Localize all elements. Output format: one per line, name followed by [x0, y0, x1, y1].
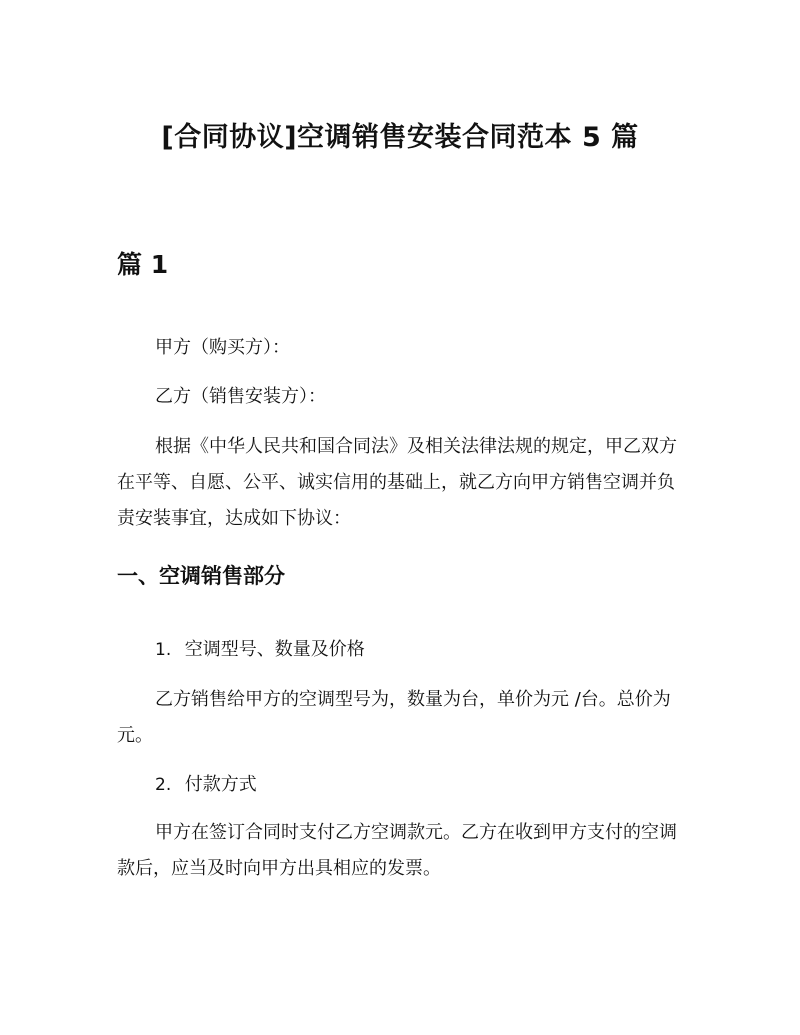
item-2-paragraph: 甲方在签订合同时支付乙方空调款元。乙方在收到甲方支付的空调款后，应当及时向甲方出具相应的发票。 [117, 822, 677, 879]
intro-paragraph: 根据《中华人民共和国合同法》及相关法律法规的规定，甲乙双方在平等、自愿、公平、诚实信用的基础上，就乙方向甲方销售空调并负责安装事宜，达成如下协议： [117, 436, 677, 529]
list-item-1-number: 1. [155, 640, 172, 660]
list-item-1-label: 空调型号、数量及价格 [184, 639, 365, 660]
document-title: [合同协议]空调销售安装合同范本 5 篇 [161, 122, 639, 153]
list-item-2-label: 付款方式 [184, 774, 257, 795]
list-item-2 [155, 767, 257, 803]
section-heading: 篇 1 [117, 250, 169, 279]
list-item-1 [155, 632, 365, 668]
section-1-heading: 一、空调销售部分 [117, 564, 285, 588]
item-1-paragraph: 乙方销售给甲方的空调型号为，数量为台，单价为元 /台。总价为元。 [117, 689, 671, 746]
party-a-line: 甲方（购买方）： [155, 337, 290, 358]
party-b-line: 乙方（销售安装方）： [155, 386, 326, 407]
list-item-2-number: 2. [155, 775, 172, 795]
